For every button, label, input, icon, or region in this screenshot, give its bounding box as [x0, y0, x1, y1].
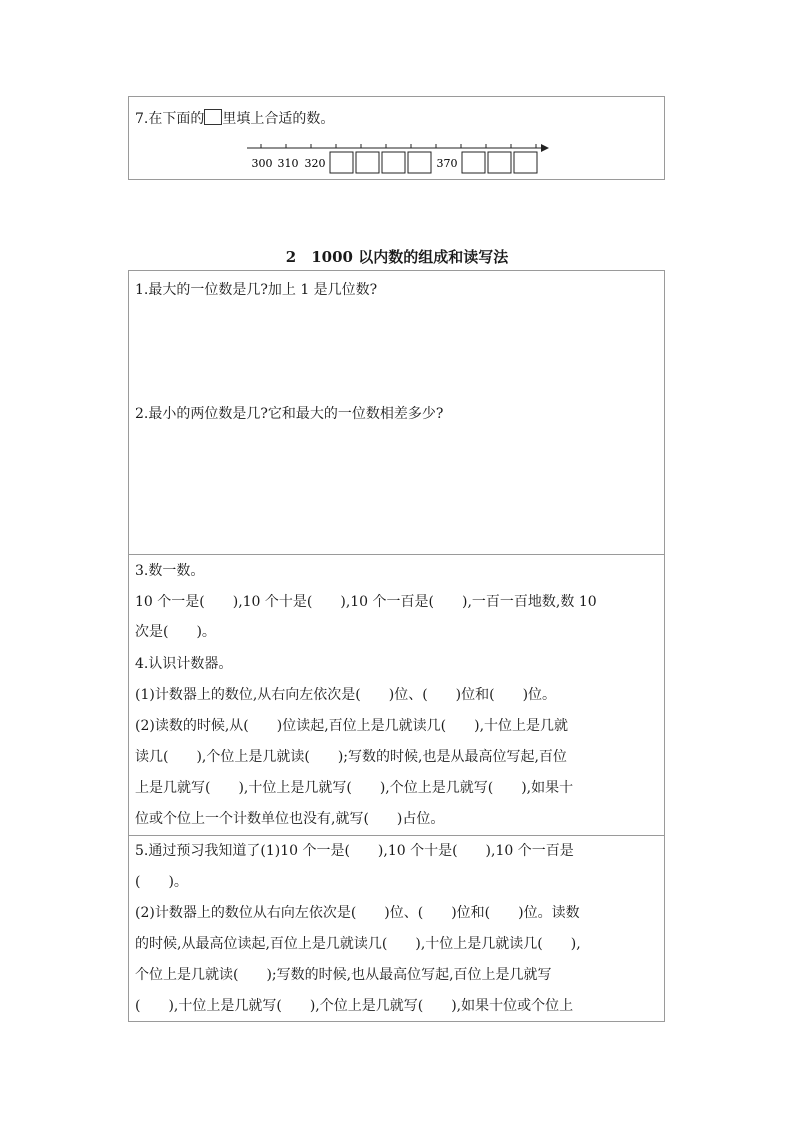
question-2-text: 2.最小的两位数是几?它和最大的一位数相差多少?	[135, 406, 444, 422]
question-4-line-5: 位或个位上一个计数单位也没有,就写( )占位。	[135, 811, 445, 827]
number-line-arrow	[541, 144, 549, 152]
number-line	[129, 97, 666, 181]
label-320: 320	[304, 157, 326, 170]
answer-box[interactable]	[356, 152, 379, 173]
question-5-line-2: ( )。	[135, 874, 188, 890]
question-7-prefix: 7.在下面的	[135, 111, 205, 127]
questions-3-4-box	[128, 554, 665, 836]
answer-box[interactable]	[514, 152, 537, 173]
question-5-line-3: (2)计数器上的数位从右向左依次是( )位、( )位和( )位。读数	[135, 905, 580, 921]
answer-box[interactable]	[462, 152, 485, 173]
question-4-line-1: (1)计数器上的数位,从右向左依次是( )位、( )位和( )位。	[135, 687, 557, 703]
question-7-box	[128, 96, 665, 180]
question-4-line-3: 读几( ),个位上是几就读( );写数的时候,也是从最高位写起,百位	[135, 749, 567, 765]
questions-1-2-box	[128, 270, 665, 555]
question-4-line-4: 上是几就写( ),十位上是几就写( ),个位上是几就写( ),如果十	[135, 780, 574, 796]
question-3-line-2: 次是( )。	[135, 624, 216, 640]
label-300: 300	[251, 157, 273, 170]
question-4-title: 4.认识计数器。	[135, 656, 233, 672]
question-4-line-2: (2)读数的时候,从( )位读起,百位上是几就读几( ),十位上是几就	[135, 718, 569, 734]
answer-box[interactable]	[382, 152, 405, 173]
label-310: 310	[277, 157, 299, 170]
question-5-line-1: 5.通过预习我知道了(1)10 个一是( ),10 个十是( ),10 个一百是	[135, 843, 574, 859]
question-5-line-4: 的时候,从最高位读起,百位上是几就读几( ),十位上是几就读几( ),	[135, 936, 581, 952]
answer-box[interactable]	[408, 152, 431, 173]
label-370: 370	[436, 157, 458, 170]
section-title: 2 1000 以内数的组成和读写法	[285, 248, 509, 266]
question-3-line-1: 10 个一是( ),10 个十是( ),10 个一百是( ),一百一百地数,数 10	[135, 594, 597, 610]
answer-box[interactable]	[330, 152, 353, 173]
answer-box[interactable]	[488, 152, 511, 173]
question-5-line-5: 个位上是几就读( );写数的时候,也从最高位写起,百位上是几就写	[135, 967, 552, 983]
question-1-text: 1.最大的一位数是几?加上 1 是几位数?	[135, 282, 378, 298]
question-5-box	[128, 835, 665, 1022]
question-5-line-6: ( ),十位上是几就写( ),个位上是几就写( ),如果十位或个位上	[135, 998, 574, 1014]
question-3-title: 3.数一数。	[135, 563, 205, 579]
question-7-suffix: 里填上合适的数。	[222, 111, 335, 127]
